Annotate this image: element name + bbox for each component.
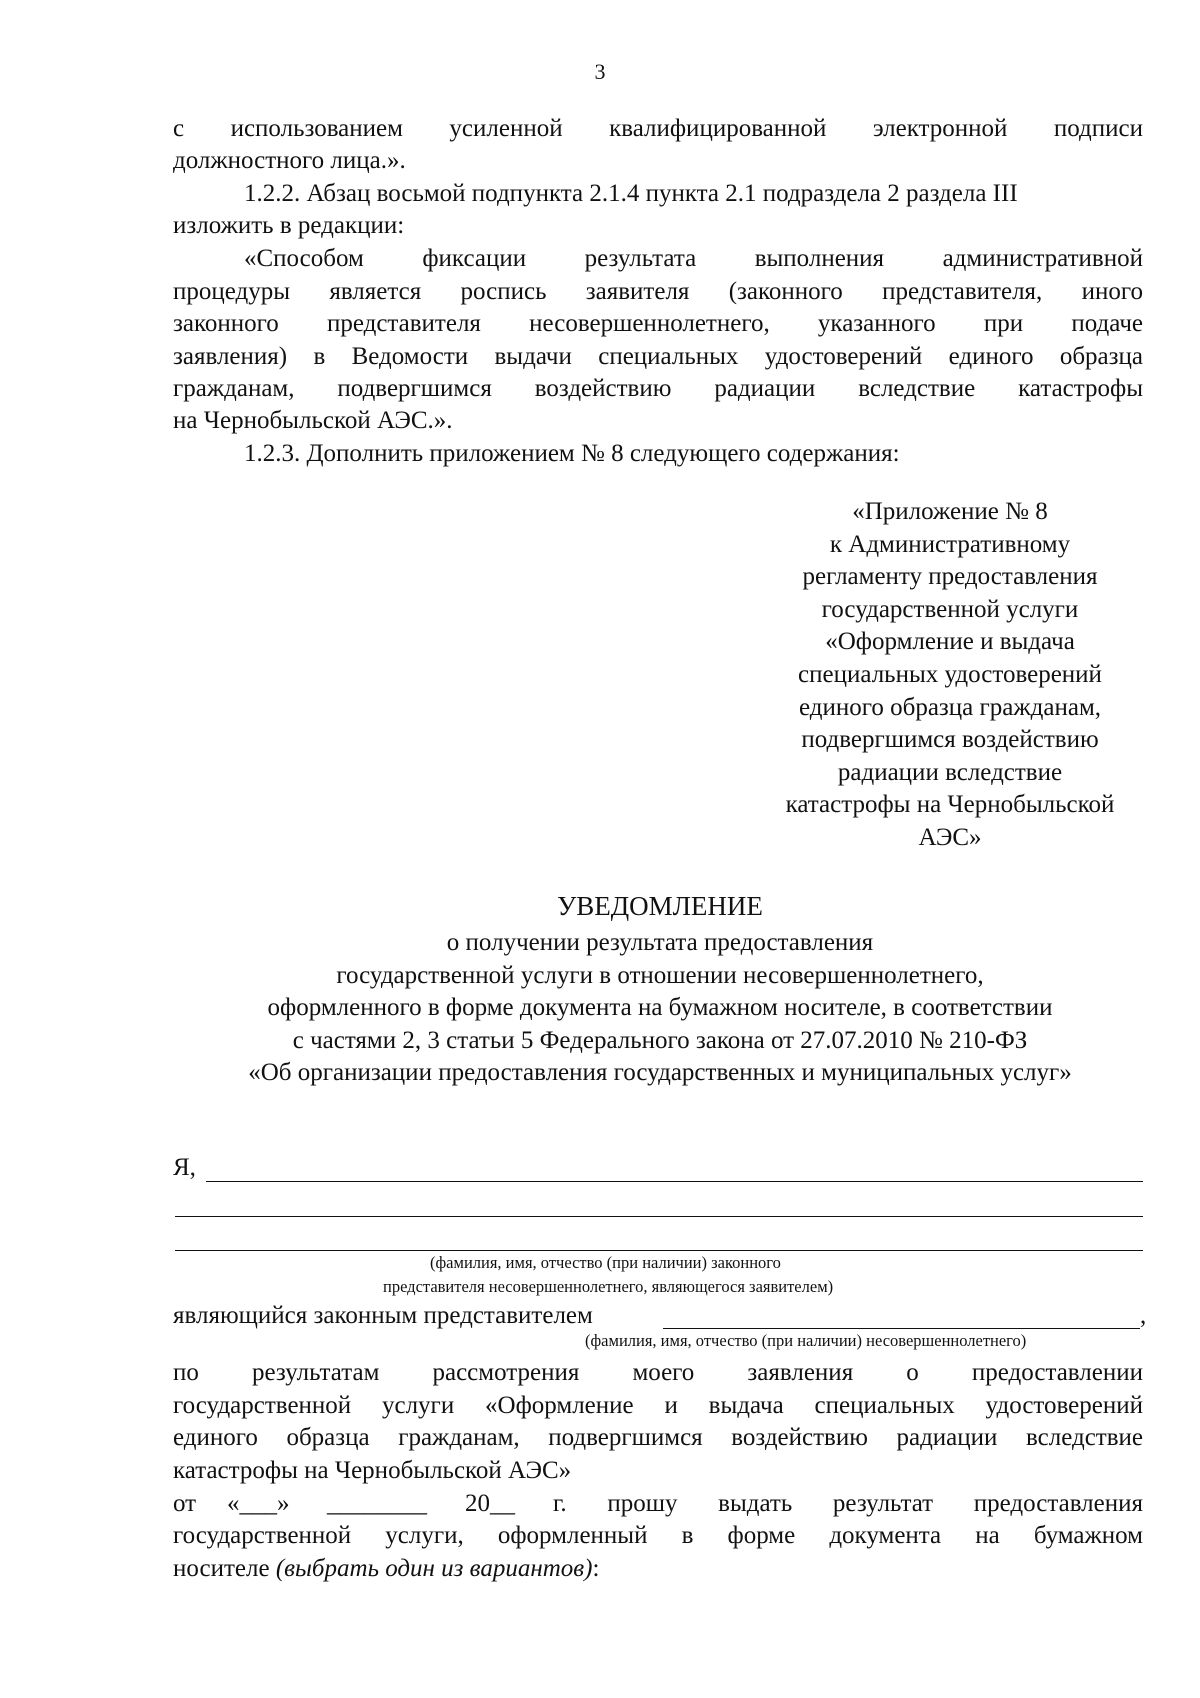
date-month-field[interactable]: ________ xyxy=(327,1490,427,1517)
notice-subtitle-line: «Об организации предоставления государственных и муниципальных услуг» xyxy=(248,1059,1072,1086)
notice-subtitle-line: оформленного в форме документа на бумажном носителе, в соответствии xyxy=(267,994,1053,1021)
caption-representative-1: (фамилия, имя, отчество (при наличии) законного xyxy=(430,1253,781,1272)
quote-line-1: «Способом фиксации результата выполнения административной xyxy=(244,245,1143,272)
applicant-name-line-1[interactable] xyxy=(206,1181,1143,1182)
quote-line-3: законного представителя несовершеннолетнего, указанного при подаче xyxy=(173,310,1143,337)
appendix-line: подвергшимся воздействию xyxy=(801,726,1099,754)
carrier-line: государственной услуги, оформленный в форме документа на бумажном xyxy=(173,1522,1143,1549)
appendix-line: единого образца гражданам, xyxy=(798,693,1102,721)
body-line-3: единого образца гражданам, подвергшимся воздействию радиации вследствие xyxy=(173,1424,1143,1451)
appendix-header xyxy=(740,496,1160,855)
appendix-line: «Приложение № 8 xyxy=(852,498,1048,525)
item-1-2-2-line-1: 1.2.2. Абзац восьмой подпункта 2.1.4 пункта 2.1 подраздела 2 раздела III xyxy=(244,180,1018,207)
page-number: 3 xyxy=(594,59,606,84)
final-colon: : xyxy=(592,1555,600,1582)
item-1-2-2-line-2: изложить в редакции: xyxy=(173,212,405,239)
final-line xyxy=(173,1553,599,1585)
notice-title: УВЕДОМЛЕНИЕ xyxy=(557,891,763,921)
final-italic-note: (выбрать один из вариантов) xyxy=(275,1555,593,1582)
body-line-1: по результатам рассмотрения моего заявления о предоставлении xyxy=(173,1359,1143,1386)
caption-representative-2: представителя несовершеннолетнего, являющегося заявителем) xyxy=(383,1277,834,1296)
date-ot: от xyxy=(173,1490,197,1517)
quote-line-4: заявления) в Ведомости выдачи специальных удостоверений единого образца xyxy=(173,343,1143,370)
quote-last-line: на Чернобыльской АЭС.». xyxy=(173,407,453,434)
date-day-field[interactable]: «___» xyxy=(227,1490,290,1517)
notice-subtitle-line: с частями 2, 3 статьи 5 Федерального закона от 27.07.2010 № 210-ФЗ xyxy=(292,1026,1028,1054)
body-last-line: катастрофы на Чернобыльской АЭС» xyxy=(173,1457,572,1484)
item-1-2-3: 1.2.3. Дополнить приложением № 8 следующего содержания: xyxy=(244,440,900,467)
appendix-line: катастрофы на Чернобыльской xyxy=(785,791,1115,819)
notice-title-block xyxy=(100,888,1200,1090)
intro-line-2: должностного лица.». xyxy=(173,147,406,174)
quote-line-2: процедуры является роспись заявителя (законного представителя, иного xyxy=(173,278,1143,305)
date-line-rest: г. прошу выдать результат предоставления xyxy=(553,1490,1143,1517)
applicant-name-line-3[interactable] xyxy=(175,1250,1143,1251)
notice-subtitle-line: государственной услуги в отношении несовершеннолетнего, xyxy=(336,961,984,989)
appendix-line: «Оформление и выдача xyxy=(825,628,1075,656)
notice-subtitle-line: о получении результата предоставления xyxy=(446,929,874,956)
final-text: носителе xyxy=(173,1555,276,1582)
legal-rep-label: являющийся законным представителем xyxy=(173,1302,593,1329)
applicant-name-line-2[interactable] xyxy=(175,1216,1143,1217)
legal-rep-comma: , xyxy=(1140,1302,1147,1329)
date-year-field[interactable]: 20__ xyxy=(465,1490,515,1517)
appendix-line: регламенту предоставления xyxy=(802,563,1098,591)
appendix-line: государственной услуги xyxy=(821,595,1079,623)
body-line-2: государственной услуги «Оформление и выдача специальных удостоверений xyxy=(173,1392,1143,1419)
intro-line-1: с использованием усиленной квалифицированной электронной подписи xyxy=(173,115,1143,142)
appendix-line: АЭС» xyxy=(918,823,982,851)
appendix-line: специальных удостоверений xyxy=(798,660,1102,688)
minor-name-line[interactable] xyxy=(663,1328,1140,1329)
ya-label: Я, xyxy=(173,1154,196,1181)
appendix-line: к Административному xyxy=(829,530,1071,558)
caption-minor: (фамилия, имя, отчество (при наличии) несовершеннолетнего) xyxy=(585,1331,1027,1350)
appendix-line: радиации вследствие xyxy=(837,758,1063,786)
quote-line-5: гражданам, подвергшимся воздействию радиации вследствие катастрофы xyxy=(173,375,1143,402)
